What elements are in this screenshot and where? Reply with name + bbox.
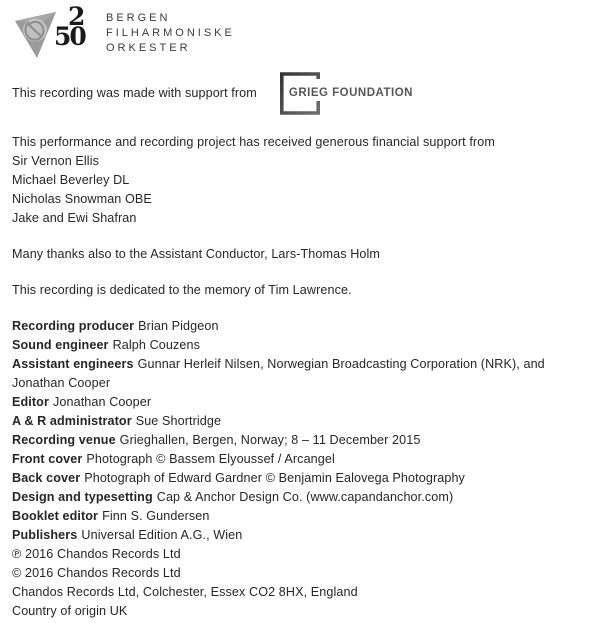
credits-list	[12, 317, 588, 545]
credit-value: Gunnar Herleif Nilsen, Norwegian Broadcasting Corporation (NRK), and Jonathan Cooper	[12, 357, 545, 390]
credit-label: Front cover	[12, 452, 83, 466]
financial-support-intro: This performance and recording project has received generous financial support from	[12, 135, 495, 149]
credit-row	[12, 488, 588, 507]
credit-label: Design and typesetting	[12, 490, 153, 504]
phonogram-copyright-line: ℗ 2016 Chandos Records Ltd	[12, 547, 181, 561]
credit-value: Grieghallen, Bergen, Norway; 8 – 11 December 2015	[119, 433, 421, 447]
credit-label: Assistant engineers	[12, 357, 134, 371]
credit-value: Jonathan Cooper	[52, 395, 152, 409]
support-row	[12, 70, 588, 116]
credit-value: Finn S. Gundersen	[102, 509, 210, 523]
credit-label: Recording producer	[12, 319, 135, 333]
supporter-name: Nicholas Snowman OBE	[12, 192, 152, 206]
logo-number-2: 2	[68, 2, 86, 31]
credit-value: Universal Edition A.G., Wien	[81, 528, 243, 542]
credit-label: Recording venue	[12, 433, 116, 447]
credit-label: Publishers	[12, 528, 78, 542]
supporter-name: Michael Beverley DL	[12, 173, 130, 187]
credit-value: Photograph of Edward Gardner © Benjamin Ealovega Photography	[84, 471, 465, 485]
credit-value: Photograph © Bassem Elyoussef / Arcangel	[86, 452, 335, 466]
credit-label: Booklet editor	[12, 509, 99, 523]
credit-row	[12, 317, 588, 336]
credit-row	[12, 412, 588, 431]
credit-label: A & R administrator	[12, 414, 132, 428]
credit-label: Back cover	[12, 471, 81, 485]
credit-value: Brian Pidgeon	[138, 319, 219, 333]
legal-block	[12, 545, 588, 621]
assistant-conductor-thanks: Many thanks also to the Assistant Conductor, Lars-Thomas Holm	[12, 247, 380, 261]
credit-value: Sue Shortridge	[135, 414, 222, 428]
country-of-origin-line: Country of origin UK	[12, 604, 128, 618]
credit-row	[12, 336, 588, 355]
financial-support-paragraph	[12, 133, 588, 228]
support-line: This recording was made with support from	[12, 85, 257, 100]
address-line: Chandos Records Ltd, Colchester, Essex CO2 8HX, England	[12, 585, 358, 599]
orchestra-name	[106, 11, 235, 56]
copyright-line: © 2016 Chandos Records Ltd	[12, 566, 181, 580]
supporter-name: Sir Vernon Ellis	[12, 154, 99, 168]
orchestra-emblem-icon	[12, 8, 58, 60]
credit-value: Cap & Anchor Design Co. (www.capandanchor.com)	[156, 490, 454, 504]
credit-label: Editor	[12, 395, 49, 409]
credit-value: Ralph Couzens	[112, 338, 200, 352]
logo-number-50: 50	[54, 22, 85, 51]
credit-row	[12, 469, 588, 488]
orchestra-name-line-3: ORKESTER	[106, 42, 191, 54]
orchestra-logo	[12, 2, 588, 58]
credit-row	[12, 393, 588, 412]
credit-row	[12, 450, 588, 469]
supporter-name: Jake and Ewi Shafran	[12, 211, 137, 225]
credit-row	[12, 526, 588, 545]
credit-row	[12, 355, 588, 393]
grieg-foundation-label: GRIEG FOUNDATION	[286, 85, 416, 101]
credit-row	[12, 507, 588, 526]
orchestra-name-line-1: BERGEN	[106, 12, 171, 24]
credit-label: Sound engineer	[12, 338, 109, 352]
credit-row	[12, 431, 588, 450]
dedication: This recording is dedicated to the memory of Tim Lawrence.	[12, 283, 352, 297]
grieg-foundation-logo	[279, 71, 413, 116]
orchestra-name-line-2: FILHARMONISKE	[106, 27, 235, 39]
orchestra-logo-250	[54, 2, 96, 58]
